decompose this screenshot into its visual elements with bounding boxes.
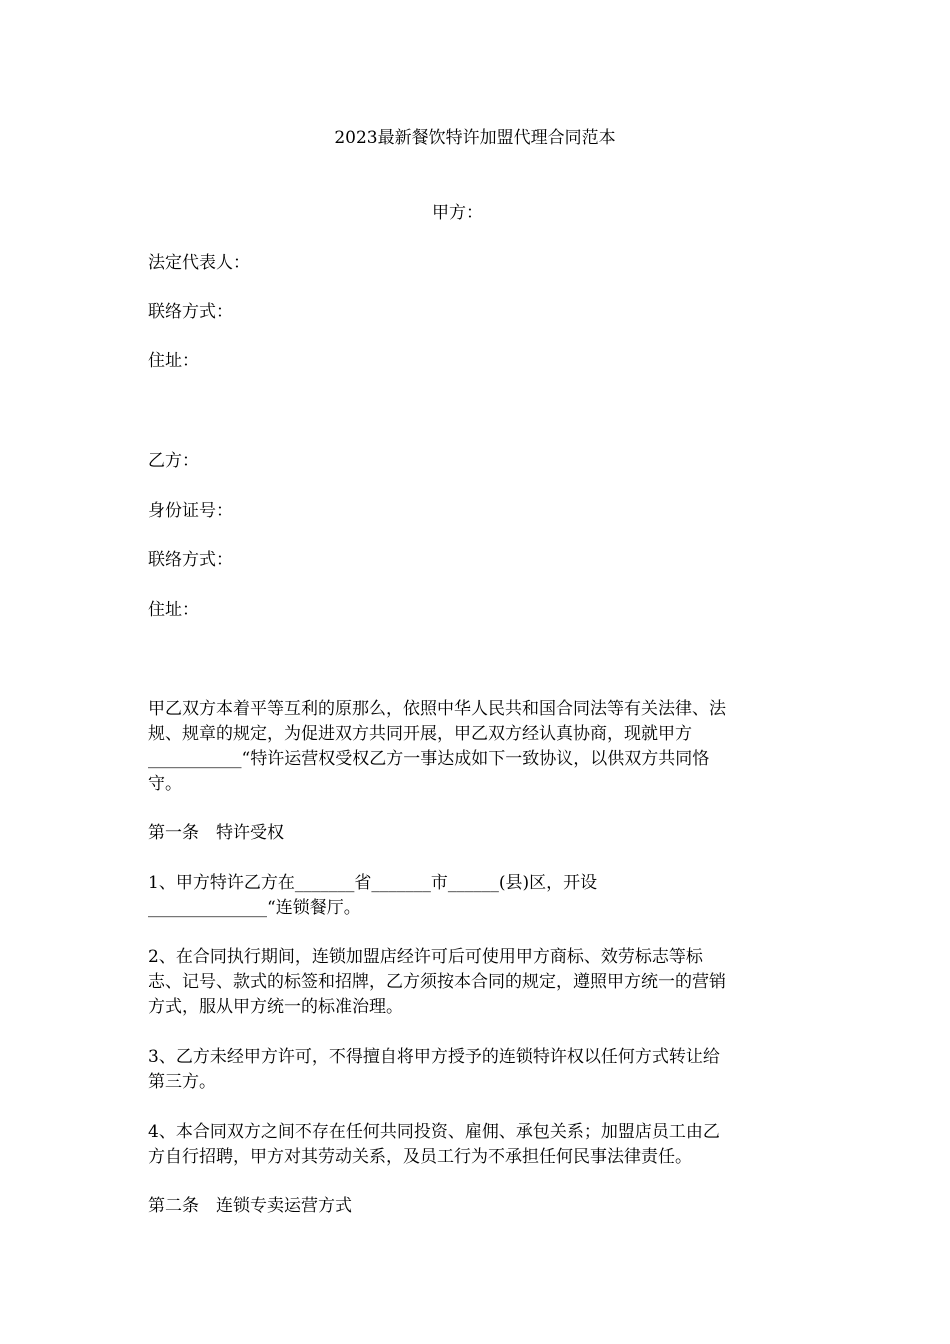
party-a-contact: 联络方式： [148,302,233,322]
party-b-label: 乙方： [148,451,199,471]
article-1-item-2: 志、记号、款式的标签和招牌，乙方须按本合同的规定，遵照甲方统一的营销 [148,972,726,992]
article-1-heading: 第一条 特许受权 [148,823,284,843]
party-b-id-number: 身份证号： [148,501,233,521]
party-b-contact: 联络方式： [148,550,233,570]
party-a-address: 住址： [148,351,199,371]
article-1-item-2: 方式，服从甲方统一的标准治理。 [148,997,403,1017]
article-1-item-4: 方自行招聘，甲方对其劳动关系，及员工行为不承担任何民事法律责任。 [148,1147,692,1167]
party-a-legal-rep: 法定代表人： [148,253,250,273]
preamble-line: ___________“特许运营权受权乙方一事达成如下一致协议，以供双方共同恪 [148,749,710,769]
article-1-item-1: ______________“连锁餐厅。 [148,898,361,918]
article-1-item-1: 1、甲方特许乙方在_______省_______市______(县)区，开设 [148,873,598,893]
article-1-item-3: 3、乙方未经甲方许可，不得擅自将甲方授予的连锁特许权以任何方式转让给 [148,1047,720,1067]
article-1-item-3: 第三方。 [148,1072,216,1092]
preamble-line: 规、规章的规定，为促进双方共同开展，甲乙双方经认真协商，现就甲方 [148,724,692,744]
article-2-heading: 第二条 连锁专卖运营方式 [148,1196,352,1216]
preamble-line: 甲乙双方本着平等互利的原那么，依照中华人民共和国合同法等有关法律、法 [148,699,726,719]
party-a-label: 甲方： [432,203,483,223]
party-b-address: 住址： [148,600,199,620]
preamble-line: 守。 [148,774,182,794]
article-1-item-4: 4、本合同双方之间不存在任何共同投资、雇佣、承包关系；加盟店员工由乙 [148,1122,720,1142]
article-1-item-2: 2、在合同执行期间，连锁加盟店经许可后可使用甲方商标、效劳标志等标 [148,947,703,967]
document-title: 2023最新餐饮特许加盟代理合同范本 [334,128,616,148]
